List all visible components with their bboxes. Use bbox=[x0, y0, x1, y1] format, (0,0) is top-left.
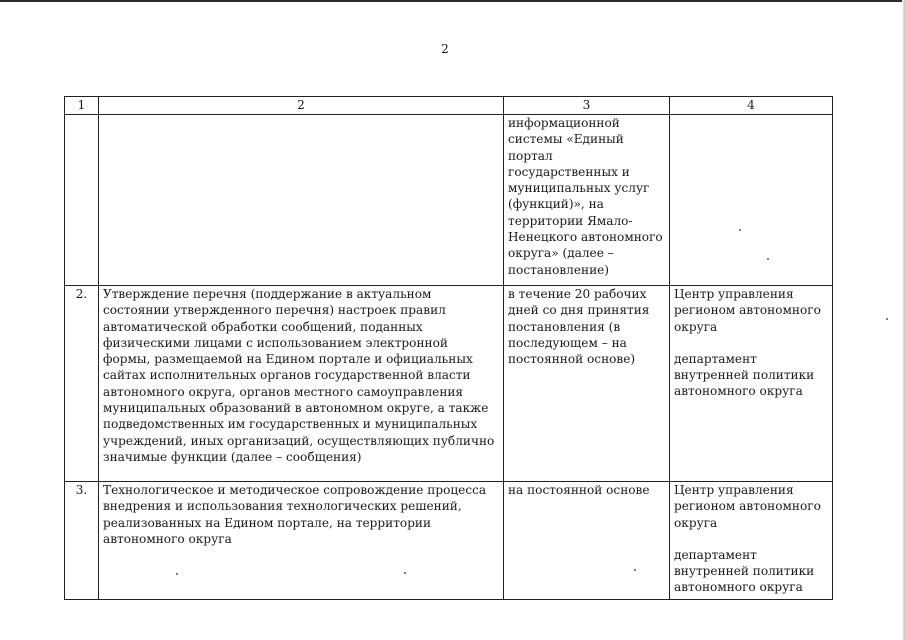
scan-speck bbox=[404, 572, 406, 574]
text-line: значимые функции (далее – сообщения) bbox=[103, 449, 362, 464]
text-line: муниципальных образований в автономном округе, а также bbox=[103, 401, 489, 416]
text-line: подведомственных им государственных и муниципальных bbox=[103, 417, 478, 432]
header-cell-4: 4 bbox=[670, 97, 833, 115]
task-cell bbox=[99, 115, 504, 286]
plan-table bbox=[64, 96, 833, 600]
text-line: автономного округа bbox=[674, 580, 803, 595]
header-cell-1: 1 bbox=[65, 97, 99, 115]
text-line: государственных и bbox=[508, 164, 630, 179]
text-line: внутренней политики bbox=[674, 564, 815, 579]
text-line: формы, размещаемой на Едином портале и официальных bbox=[103, 352, 473, 367]
text-line: территории Ямало- bbox=[508, 213, 633, 228]
deadline-cell bbox=[504, 286, 670, 482]
row-number bbox=[65, 115, 99, 286]
text-line: внутренней политики bbox=[674, 368, 815, 383]
text-line: постановления (в bbox=[508, 319, 621, 334]
text-line: автономного округа, органов местного самоуправления bbox=[103, 384, 464, 399]
scan-speck bbox=[739, 229, 741, 231]
task-cell bbox=[99, 286, 504, 482]
header-cell-3: 3 bbox=[504, 97, 670, 115]
text-line: сайтах исполнительных органов государственной власти bbox=[103, 368, 471, 383]
text-line: системы «Единый bbox=[508, 132, 624, 147]
text-line: регионом автономного bbox=[674, 499, 821, 514]
text-line: внедрения и использования технологических решений, bbox=[103, 499, 462, 514]
responsible-cell bbox=[670, 482, 833, 600]
text-line: департамент bbox=[674, 547, 757, 562]
text-line: Утверждение перечня (поддержание в актуальном bbox=[103, 287, 432, 301]
text-line: портал bbox=[508, 148, 553, 163]
scan-speck bbox=[176, 573, 178, 575]
text-line: автоматической обработки сообщений, поданных bbox=[103, 319, 423, 334]
text-line: Ненецкого автономного bbox=[508, 230, 663, 245]
text-line: Технологическое и методическое сопровождение процесса bbox=[103, 483, 487, 497]
table-row bbox=[65, 482, 833, 600]
text-line: округа» (далее – bbox=[508, 246, 614, 261]
text-line: последующем – на bbox=[508, 335, 627, 350]
header-row bbox=[65, 97, 833, 115]
table-row bbox=[65, 286, 833, 482]
text-line: автономного округа bbox=[674, 384, 803, 399]
responsible-cell bbox=[670, 286, 833, 482]
task-cell bbox=[99, 482, 504, 600]
text-line: автономного округа bbox=[103, 531, 232, 546]
text-line: округа bbox=[674, 515, 718, 530]
scan-speck bbox=[634, 569, 636, 571]
text-line: информационной bbox=[508, 116, 620, 130]
text-line: Центр управления bbox=[674, 483, 794, 497]
text-line: округа bbox=[674, 319, 718, 334]
text-line: постоянной основе) bbox=[508, 352, 636, 367]
text-line: (функций)», на bbox=[508, 197, 604, 212]
text-line: муниципальных услуг bbox=[508, 181, 650, 196]
text-line: физическими лицами с использованием электронной bbox=[103, 335, 448, 350]
scan-top-edge bbox=[0, 0, 905, 2]
header-cell-2: 2 bbox=[99, 97, 504, 115]
scan-speck bbox=[886, 318, 888, 320]
text-line: в течение 20 рабочих bbox=[508, 287, 647, 301]
text-line: реализованных на Едином портале, на территории bbox=[103, 515, 432, 530]
text-line: постановление) bbox=[508, 262, 610, 277]
responsible-cell bbox=[670, 115, 833, 286]
row-number: 2. bbox=[65, 286, 99, 482]
text-line bbox=[674, 531, 828, 547]
text-line: на постоянной основе bbox=[508, 483, 650, 497]
deadline-cell bbox=[504, 482, 670, 600]
page-number: 2 bbox=[441, 42, 449, 56]
text-line: состоянии утвержденного перечня) настроек правил bbox=[103, 303, 446, 318]
table-row bbox=[65, 115, 833, 286]
text-line: Центр управления bbox=[674, 287, 794, 301]
text-line: регионом автономного bbox=[674, 303, 821, 318]
text-line bbox=[674, 335, 828, 351]
scan-speck bbox=[767, 258, 769, 260]
text-line: дней со дня принятия bbox=[508, 303, 650, 318]
text-line: департамент bbox=[674, 351, 757, 366]
text-line: учреждений, иных организаций, осуществляющих публично bbox=[103, 433, 495, 448]
row-number: 3. bbox=[65, 482, 99, 600]
deadline-cell bbox=[504, 115, 670, 286]
